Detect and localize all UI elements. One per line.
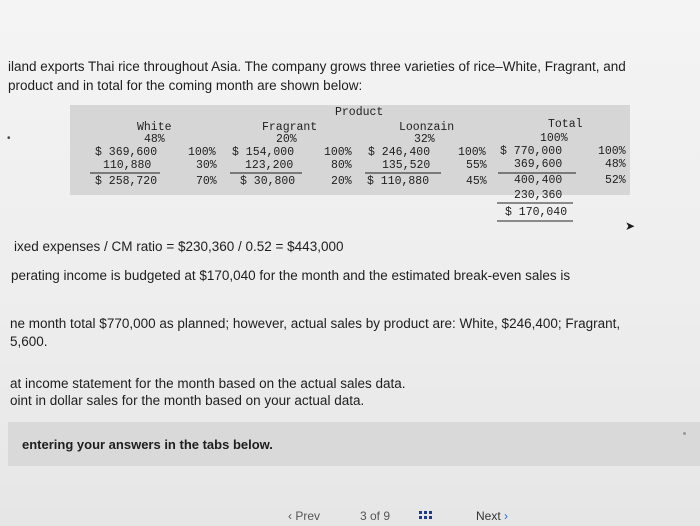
intro-line-2: product and in total for the coming month are shown below: xyxy=(8,78,363,93)
scroll-indicator-dot xyxy=(683,432,686,435)
white-sales: $ 369,600 xyxy=(95,146,158,159)
net-income-rule xyxy=(497,220,573,222)
tabs-instruction-bar xyxy=(8,422,700,466)
fragrant-sales-pct: 100% xyxy=(324,146,352,159)
white-subtotal-rule xyxy=(90,172,160,174)
fragrant-variable-pct: 80% xyxy=(331,159,352,172)
fragrant-header: Fragrant xyxy=(262,121,318,134)
loonzain-mix-pct: 32% xyxy=(414,133,435,146)
total-sales: $ 770,000 xyxy=(500,145,563,158)
bullet-mark: • xyxy=(7,133,11,144)
total-cm-pct: 52% xyxy=(605,174,626,187)
product-header-band xyxy=(70,105,630,120)
actual-sales-line-1: ne month total $770,000 as planned; however, actual sales by product are: White, $246,400; Fragrant, xyxy=(10,316,621,331)
white-cm: $ 258,720 xyxy=(95,175,158,188)
prev-label: Prev xyxy=(295,509,321,523)
white-variable: 110,880 xyxy=(103,159,152,172)
loonzain-header: Loonzain xyxy=(399,121,455,134)
fragrant-mix-pct: 20% xyxy=(276,133,297,146)
tabs-instruction: entering your answers in the tabs below. xyxy=(22,437,273,452)
contribution-table xyxy=(70,105,630,195)
intro-paragraph xyxy=(8,57,626,95)
fragrant-subtotal-rule xyxy=(230,172,302,174)
chevron-left-icon: ‹ xyxy=(288,509,292,523)
intro-line-1: iland exports Thai rice throughout Asia. The company grows three varieties of rice–White, Fragrant, and xyxy=(8,59,626,74)
loonzain-subtotal-rule xyxy=(365,172,441,174)
actual-sales-line-2: 5,600. xyxy=(10,334,48,349)
white-mix-pct: 48% xyxy=(144,133,165,146)
fragrant-variable: 123,200 xyxy=(245,159,294,172)
fragrant-sales: $ 154,000 xyxy=(232,146,295,159)
net-operating-income-value: $ 170,040 xyxy=(505,206,568,219)
mouse-cursor-icon: ➤ xyxy=(625,219,636,233)
budget-statement: perating income is budgeted at $170,040 for the month and the estimated break-even sales is xyxy=(11,268,571,283)
total-variable-pct: 48% xyxy=(605,158,626,171)
fixed-expenses-rule xyxy=(497,202,573,204)
product-header: Product xyxy=(335,106,384,119)
break-even-formula: ixed expenses / CM ratio = $230,360 / 0.52 = $443,000 xyxy=(14,239,344,254)
grid-icon[interactable] xyxy=(419,511,433,521)
task-line-2: oint in dollar sales for the month based on your actual data. xyxy=(10,393,365,408)
prev-button[interactable] xyxy=(288,509,320,523)
white-variable-pct: 30% xyxy=(196,159,217,172)
task-line-1: at income statement for the month based on the actual sales data. xyxy=(10,376,406,391)
loonzain-cm-pct: 45% xyxy=(466,175,487,188)
total-header: Total xyxy=(548,118,583,131)
white-header: White xyxy=(137,121,172,134)
loonzain-sales-pct: 100% xyxy=(458,146,486,159)
white-sales-pct: 100% xyxy=(188,146,216,159)
loonzain-cm: $ 110,880 xyxy=(367,175,430,188)
total-mix-pct: 100% xyxy=(540,132,568,145)
page-indicator: 3 of 9 xyxy=(360,509,391,523)
total-variable: 369,600 xyxy=(514,158,563,171)
white-cm-pct: 70% xyxy=(196,175,217,188)
total-sales-pct: 100% xyxy=(598,145,626,158)
total-subtotal-rule xyxy=(498,172,576,174)
total-cm: 400,400 xyxy=(514,174,563,187)
chevron-right-icon: › xyxy=(504,509,509,523)
loonzain-variable: 135,520 xyxy=(382,159,431,172)
next-label: Next xyxy=(476,509,501,523)
fragrant-cm: $ 30,800 xyxy=(240,175,296,188)
fixed-expenses-value: 230,360 xyxy=(514,189,563,202)
fragrant-cm-pct: 20% xyxy=(331,175,352,188)
next-button[interactable] xyxy=(476,509,508,523)
loonzain-variable-pct: 55% xyxy=(466,159,487,172)
loonzain-sales: $ 246,400 xyxy=(368,146,431,159)
